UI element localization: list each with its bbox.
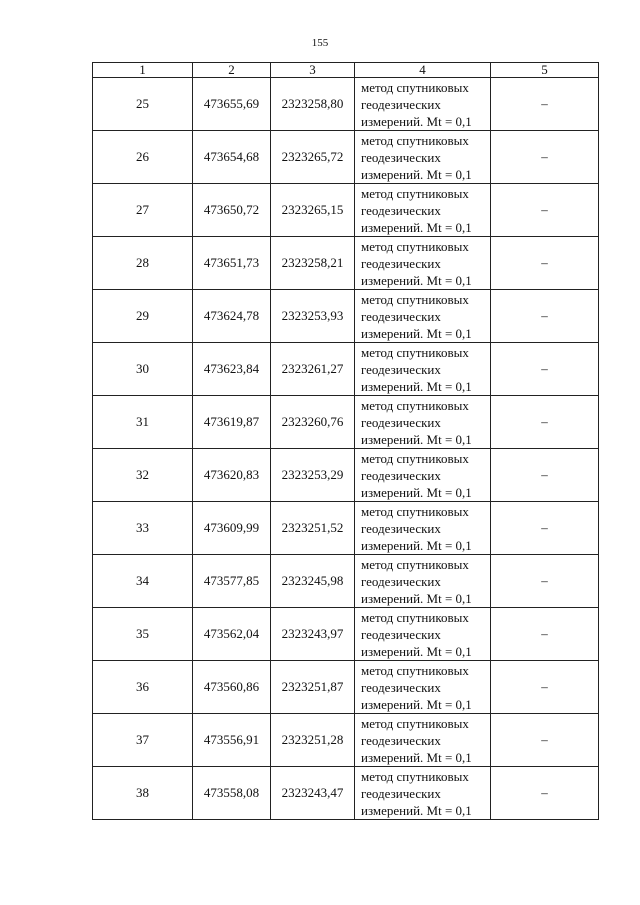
note-cell: – (491, 396, 599, 449)
point-number-cell: 34 (93, 555, 193, 608)
method-line: измерений. Mt = 0,1 (361, 219, 472, 235)
method-cell (355, 396, 491, 449)
method-line: геодезических (361, 96, 441, 112)
method-line: геодезических (361, 732, 441, 748)
method-line: метод спутниковых (361, 662, 469, 678)
table-body (93, 78, 599, 820)
method-line: метод спутниковых (361, 556, 469, 572)
method-line: измерений. Mt = 0,1 (361, 749, 472, 765)
coordinates-table (92, 62, 599, 820)
note-cell: – (491, 78, 599, 131)
method-cell (355, 343, 491, 396)
method-line: метод спутниковых (361, 344, 469, 360)
table-row (93, 184, 599, 237)
note-cell: – (491, 661, 599, 714)
x-coordinate-cell: 473562,04 (193, 608, 271, 661)
page-number: 155 (311, 37, 329, 49)
note-cell: – (491, 714, 599, 767)
method-line: измерений. Mt = 0,1 (361, 802, 472, 818)
note-cell: – (491, 184, 599, 237)
method-line: геодезических (361, 202, 441, 218)
method-line: измерений. Mt = 0,1 (361, 484, 472, 500)
method-line: геодезических (361, 626, 441, 642)
method-line: измерений. Mt = 0,1 (361, 166, 472, 182)
method-line: геодезических (361, 573, 441, 589)
y-coordinate-cell: 2323261,27 (271, 343, 355, 396)
method-line: геодезических (361, 785, 441, 801)
y-coordinate-cell: 2323258,80 (271, 78, 355, 131)
table-row (93, 502, 599, 555)
method-cell (355, 290, 491, 343)
point-number-cell: 36 (93, 661, 193, 714)
x-coordinate-cell: 473654,68 (193, 131, 271, 184)
method-line: геодезических (361, 308, 441, 324)
header-col-4: 4 (355, 63, 491, 78)
method-line: измерений. Mt = 0,1 (361, 325, 472, 341)
table-row (93, 555, 599, 608)
method-line: геодезических (361, 149, 441, 165)
table-row (93, 608, 599, 661)
x-coordinate-cell: 473560,86 (193, 661, 271, 714)
table-row (93, 449, 599, 502)
x-coordinate-cell: 473623,84 (193, 343, 271, 396)
table-row (93, 237, 599, 290)
note-cell: – (491, 767, 599, 820)
point-number-cell: 26 (93, 131, 193, 184)
header-row (93, 63, 599, 78)
method-cell (355, 449, 491, 502)
x-coordinate-cell: 473609,99 (193, 502, 271, 555)
method-cell (355, 608, 491, 661)
y-coordinate-cell: 2323251,87 (271, 661, 355, 714)
note-cell: – (491, 449, 599, 502)
point-number-cell: 31 (93, 396, 193, 449)
point-number-cell: 33 (93, 502, 193, 555)
point-number-cell: 25 (93, 78, 193, 131)
method-line: метод спутниковых (361, 132, 469, 148)
x-coordinate-cell: 473655,69 (193, 78, 271, 131)
note-cell: – (491, 343, 599, 396)
method-line: измерений. Mt = 0,1 (361, 643, 472, 659)
method-line: измерений. Mt = 0,1 (361, 590, 472, 606)
method-line: геодезических (361, 679, 441, 695)
x-coordinate-cell: 473558,08 (193, 767, 271, 820)
y-coordinate-cell: 2323265,15 (271, 184, 355, 237)
y-coordinate-cell: 2323258,21 (271, 237, 355, 290)
y-coordinate-cell: 2323243,97 (271, 608, 355, 661)
table-row (93, 343, 599, 396)
point-number-cell: 27 (93, 184, 193, 237)
x-coordinate-cell: 473619,87 (193, 396, 271, 449)
method-cell (355, 661, 491, 714)
method-line: геодезических (361, 467, 441, 483)
x-coordinate-cell: 473577,85 (193, 555, 271, 608)
method-line: измерений. Mt = 0,1 (361, 431, 472, 447)
x-coordinate-cell: 473624,78 (193, 290, 271, 343)
table-row (93, 767, 599, 820)
method-line: измерений. Mt = 0,1 (361, 113, 472, 129)
x-coordinate-cell: 473556,91 (193, 714, 271, 767)
y-coordinate-cell: 2323251,28 (271, 714, 355, 767)
method-line: метод спутниковых (361, 450, 469, 466)
method-cell (355, 237, 491, 290)
table-row (93, 661, 599, 714)
table-header (93, 63, 599, 78)
method-cell (355, 78, 491, 131)
header-col-5: 5 (491, 63, 599, 78)
method-line: метод спутниковых (361, 79, 469, 95)
note-cell: – (491, 290, 599, 343)
y-coordinate-cell: 2323253,29 (271, 449, 355, 502)
note-cell: – (491, 502, 599, 555)
y-coordinate-cell: 2323243,47 (271, 767, 355, 820)
x-coordinate-cell: 473650,72 (193, 184, 271, 237)
table-row (93, 131, 599, 184)
method-cell (355, 131, 491, 184)
method-cell (355, 502, 491, 555)
table-row (93, 396, 599, 449)
note-cell: – (491, 608, 599, 661)
method-line: метод спутниковых (361, 609, 469, 625)
method-line: геодезических (361, 414, 441, 430)
point-number-cell: 37 (93, 714, 193, 767)
x-coordinate-cell: 473651,73 (193, 237, 271, 290)
y-coordinate-cell: 2323260,76 (271, 396, 355, 449)
method-line: измерений. Mt = 0,1 (361, 696, 472, 712)
method-line: метод спутниковых (361, 715, 469, 731)
note-cell: – (491, 131, 599, 184)
point-number-cell: 38 (93, 767, 193, 820)
method-line: метод спутниковых (361, 397, 469, 413)
method-line: геодезических (361, 520, 441, 536)
method-line: метод спутниковых (361, 291, 469, 307)
table-row (93, 290, 599, 343)
method-line: измерений. Mt = 0,1 (361, 537, 472, 553)
method-line: метод спутниковых (361, 768, 469, 784)
method-line: геодезических (361, 361, 441, 377)
note-cell: – (491, 237, 599, 290)
method-line: метод спутниковых (361, 185, 469, 201)
method-line: геодезических (361, 255, 441, 271)
method-cell (355, 184, 491, 237)
x-coordinate-cell: 473620,83 (193, 449, 271, 502)
y-coordinate-cell: 2323253,93 (271, 290, 355, 343)
method-cell (355, 555, 491, 608)
header-col-2: 2 (193, 63, 271, 78)
method-cell (355, 767, 491, 820)
header-col-1: 1 (93, 63, 193, 78)
method-line: метод спутниковых (361, 503, 469, 519)
note-cell: – (491, 555, 599, 608)
table-row (93, 78, 599, 131)
table-row (93, 714, 599, 767)
method-line: измерений. Mt = 0,1 (361, 272, 472, 288)
method-line: метод спутниковых (361, 238, 469, 254)
point-number-cell: 28 (93, 237, 193, 290)
method-line: измерений. Mt = 0,1 (361, 378, 472, 394)
y-coordinate-cell: 2323245,98 (271, 555, 355, 608)
method-cell (355, 714, 491, 767)
y-coordinate-cell: 2323251,52 (271, 502, 355, 555)
y-coordinate-cell: 2323265,72 (271, 131, 355, 184)
point-number-cell: 32 (93, 449, 193, 502)
point-number-cell: 29 (93, 290, 193, 343)
point-number-cell: 35 (93, 608, 193, 661)
header-col-3: 3 (271, 63, 355, 78)
point-number-cell: 30 (93, 343, 193, 396)
